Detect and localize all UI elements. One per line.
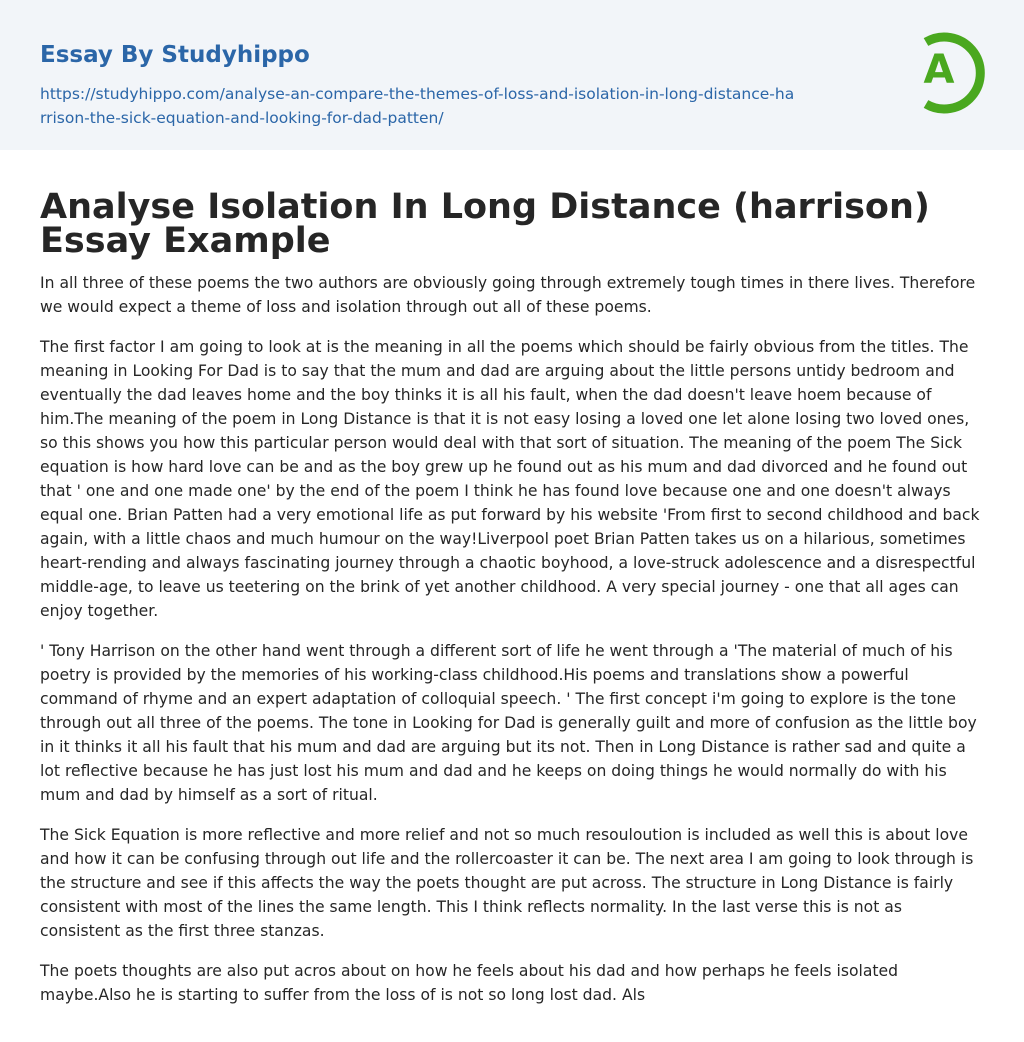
essay-paragraph: ' Tony Harrison on the other hand went through a different sort of life he went through a 'The material of much of his poetry is provided by the memories of his working-class childhood.His poems and translations show a powerful command of rhyme and an expert adaptation of colloquial speech. ' The first concept i'm going to explore is the tone through out all three of the poems. The tone in Looking for Dad is generally guilt and more of confusion as the little boy in it thinks it all his fault that his mum and dad are arguing but its not. Then in Long Distance is rather sad and quite a lot reflective because he has just lost his mum and dad and he keeps on doing things he would normally do with his mum and dad by himself as a sort of ritual.: [40, 642, 977, 804]
studyhippo-logo-icon[interactable]: [906, 28, 988, 118]
essay-paragraph: The first factor I am going to look at is the meaning in all the poems which should be fairly obvious from the titles. The meaning in Looking For Dad is to say that the mum and dad are arguing about the little persons untidy bedroom and eventually the dad leaves home and the boy thinks it is all his fault, when the dad doesn't leave hoem because of him.The meaning of the poem in Long Distance is that it is not easy losing a loved one let alone losing two loved ones, so this shows you how this particular person would deal with that sort of situation. The meaning of the poem The Sick equation is how hard love can be and as the boy grew up he found out as his mum and dad divorced and he found out that ' one and one made one' by the end of the poem I think he has found love because one and one doesn't always equal one. Brian Patten had a very emotional life as put forward by his website 'From first to second childhood and back again, with a little chaos and much humour on the way!Liverpool poet Brian Patten takes us on a hilarious, sometimes heart-rending and always fascinating journey through a chaotic boyhood, a love-struck adolescence and a disrespectful middle-age, to leave us teetering on the brink of yet another childhood. A very special journey - one that all ages can enjoy together.: [40, 338, 980, 620]
brand-title[interactable]: Essay By Studyhippo: [40, 42, 310, 68]
logo-letter: A: [923, 47, 955, 93]
page-title: Analyse Isolation In Long Distance (harrison) Essay Example: [40, 187, 930, 261]
site-header: [0, 0, 1024, 150]
article-content: [0, 170, 1024, 1007]
essay-paragraph: The Sick Equation is more reflective and more relief and not so much resouloution is included as well this is about love and how it can be confusing through out life and the rollercoaster it can be. The next area I am going to look through is the structure and see if this affects the way the poets thought are put across. The structure in Long Distance is fairly consistent with most of the lines the same length. This I think reflects normality. In the last verse this is not as consistent as the first three stanzas.: [40, 826, 974, 940]
essay-paragraph: In all three of these poems the two authors are obviously going through extremely tough times in there lives. Therefore we would expect a theme of loss and isolation through out all of these poems.: [40, 274, 976, 316]
essay-paragraph: The poets thoughts are also put acros about on how he feels about his dad and how perhaps he feels isolated maybe.Also he is starting to suffer from the loss of is not so long lost dad. Als: [40, 962, 898, 1004]
source-url-link[interactable]: https://studyhippo.com/analyse-an-compare-the-themes-of-loss-and-isolation-in-long-distance-harrison-the-sick-equation-and-looking-for-dad-patten/: [40, 85, 795, 127]
